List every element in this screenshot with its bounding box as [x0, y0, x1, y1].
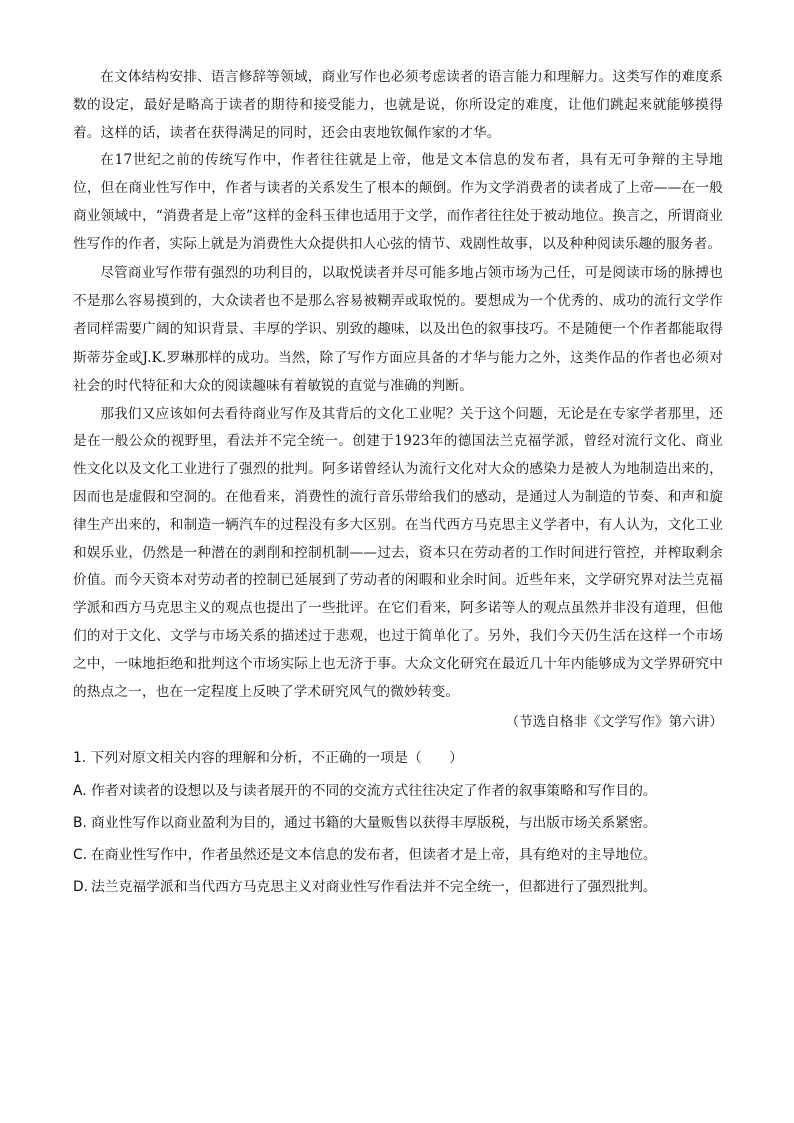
option-a[interactable] [73, 775, 723, 807]
option-text: 商业性写作以商业盈利为目的，通过书籍的大量贩售以获得丰厚版税，与出版市场关系紧密。 [91, 815, 657, 832]
question-1 [73, 742, 723, 903]
option-text: 作者对读者的设想以及与读者展开的不同的交流方式往往决定了作者的叙事策略和写作目的。 [91, 783, 657, 800]
option-key: A. [73, 783, 87, 800]
option-d[interactable] [73, 871, 723, 903]
article-paragraph: 尽管商业写作带有强烈的功利目的，以取悦读者并尽可能多地占领市场为己任，可是阅读市场的脉搏也不是那么容易摸到的，大众读者也不是那么容易被糊弄或取悦的。要想成为一个优秀的、成功的流行文学作者同样需要广阔的知识背景、丰厚的学识、别致的趣味，以及出色的叙事技巧。不是随便一个作者都能取得斯蒂芬金或J.K.罗琳那样的成功。当然，除了写作方面应具备的才华与能力之外，这类作品的作者也必须对社会的时代特征和大众的阅读趣味有着敏锐的直觉与准确的判断。 [73, 264, 723, 395]
article-body [73, 64, 723, 736]
option-key: B. [73, 815, 87, 832]
article-paragraph: 在文体结构安排、语言修辞等领域，商业写作也必须考虑读者的语言能力和理解力。这类写作的难度系数的设定，最好是略高于读者的期待和接受能力，也就是说，你所设定的难度，让他们跳起来就能够摸得着。这样的话，读者在获得满足的同时，还会由衷地钦佩作家的才华。 [73, 69, 723, 141]
exam-page [73, 64, 723, 903]
option-key: C. [73, 847, 88, 864]
article-source: （节选自格非《文学写作》第六讲） [505, 714, 723, 731]
option-key: D. [73, 879, 89, 896]
option-b[interactable] [73, 807, 723, 839]
option-text: 法兰克福学派和当代西方马克思主义对商业性写作看法并不完全统一，但都进行了强烈批判。 [91, 879, 657, 896]
question-stem: 1. 下列对原文相关内容的理解和分析，不正确的一项是（ ） [73, 750, 464, 767]
article-paragraph: 在17世纪之前的传统写作中，作者往往就是上帝，他是文本信息的发布者，具有无可争辩的主导地位，但在商业性写作中，作者与读者的关系发生了根本的颠倒。作为文学消费者的读者成了上帝——在一般商业领域中，“消费者是上帝”这样的金科玉律也适用于文学，而作者往往处于被动地位。换言之，所谓商业性写作的作者，实际上就是为消费性大众提供扣人心弦的情节、戏剧性故事，以及种种阅读乐趣的服务者。 [73, 152, 723, 252]
option-c[interactable] [73, 839, 723, 871]
article-paragraph: 那我们又应该如何去看待商业写作及其背后的文化工业呢？关于这个问题，无论是在专家学者那里，还是在一般公众的视野里，看法并不完全统一。创建于1923年的德国法兰克福学派，曾经对流行文化、商业性文化以及文化工业进行了强烈的批判。阿多诺曾经认为流行文化对大众的感染力是被人为地制造出来的，因而也是虚假和空洞的。在他看来，消费性的流行音乐带给我们的感动，是通过人为制造的节奏、和声和旋律生产出来的，和制造一辆汽车的过程没有多大区别。在当代西方马克思主义学者中，有人认为，文化工业和娱乐业，仍然是一种潜在的剥削和控制机制——过去，资本只在劳动者的工作时间进行管控，并榨取剩余价值。而今天资本对劳动者的控制已延展到了劳动者的闲暇和业余时间。近些年来，文学研究界对法兰克福学派和西方马克思主义的观点也提出了一些批评。在它们看来，阿多诺等人的观点虽然并非没有道理，但他们的对于文化、文学与市场关系的描述过于悲观，也过于简单化了。另外，我们今天仍生活在这样一个市场之中，一味地拒绝和批判这个市场实际上也无济于事。大众文化研究在最近几十年内能够成为文学界研究中的热点之一，也在一定程度上反映了学术研究风气的微妙转变。 [73, 405, 723, 700]
option-text: 在商业性写作中，作者虽然还是文本信息的发布者，但读者才是上帝，具有绝对的主导地位。 [91, 847, 657, 864]
